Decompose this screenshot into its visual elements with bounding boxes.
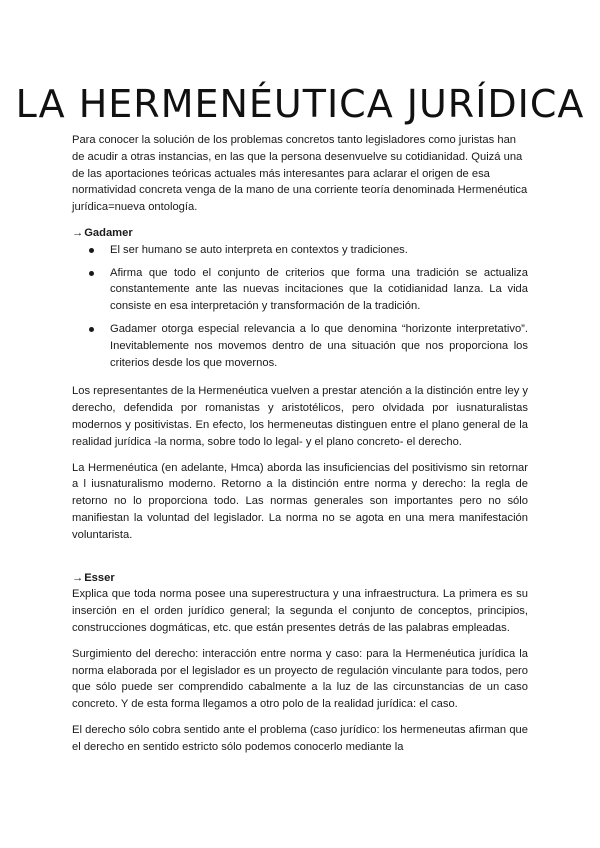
intro-paragraph: Para conocer la solución de los problemas concretos tanto legisladores como juristas han de acudir a otras instancias, en las que la persona desenvuelve su cotidianidad. Quizá una de las aportaciones teóricas actuales más interesantes para aclarar el origen de esa normatividad concreta venga de la mano de una corriente teoría denominada Hermenéutica jurídica=nueva ontología. bbox=[72, 134, 528, 214]
list-item bbox=[110, 321, 528, 371]
list-item bbox=[110, 265, 528, 315]
bullet-icon bbox=[89, 271, 94, 276]
right-arrow-icon: → bbox=[72, 226, 84, 239]
bullet-icon bbox=[89, 248, 94, 253]
bullet-icon bbox=[89, 327, 94, 332]
esser-heading bbox=[72, 570, 528, 587]
list-item bbox=[110, 242, 528, 259]
esser-paragraph-2: Surgimiento del derecho: interacción entre norma y caso: para la Hermenéutica jurídica la norma elaborada por el legislador es un proyecto de regulación vinculante para todos, pero que sólo puede ser comprendido cabalmente a la luz de las circunstancias de un caso concreto. Y de esta forma llegamos a otro polo de la realidad jurídica: el caso. bbox=[72, 647, 528, 711]
document-body bbox=[72, 132, 528, 765]
list-item-text: Gadamer otorga especial relevancia a lo que denomina “horizonte interpretativo”. Inevitablemente nos movemos dentro de una situación que nos proporciona los criterios desde los que movernos. bbox=[110, 322, 528, 369]
gadamer-heading bbox=[72, 225, 528, 242]
gadamer-heading-label: Gadamer bbox=[84, 226, 133, 239]
gadamer-bullet-list bbox=[72, 242, 528, 372]
hmca-paragraph: La Hermenéutica (en adelante, Hmca) aborda las insuficiencias del positivismo sin retornar a l iusnaturalismo moderno. Retorno a la distinción entre norma y derecho: la regla de retorno no lo proporciona todo. Las normas generales son importantes pero no sólo manifiestan la voluntad del legislador. La norma no se agota en una mera manifestación voluntarista. bbox=[72, 461, 528, 541]
esser-paragraph-3: El derecho sólo cobra sentido ante el problema (caso jurídico: los hermeneutas afirman que el derecho en sentido estricto sólo podemos conocerlo mediante la bbox=[72, 723, 528, 753]
representantes-paragraph: Los representantes de la Hermenéutica vuelven a prestar atención a la distinción entre ley y derecho, defendida por romanistas y aristotélicos, pero olvidada por iusnaturalistas modernos y positivistas. En efecto, los hermeneutas distinguen entre el plano general de la realidad jurídica -la norma, sobre todo lo legal- y el plano concreto- el derecho. bbox=[72, 385, 528, 448]
right-arrow-icon: → bbox=[72, 571, 84, 584]
esser-heading-label: Esser bbox=[84, 571, 115, 584]
list-item-text: Afirma que todo el conjunto de criterios que forma una tradición se actualiza constantemente ante las nuevas incitaciones que la cotidianidad lanza. La vida consiste en esa interpretación y transformación de la tradición. bbox=[110, 266, 528, 313]
page-title: LA HERMENÉUTICA JURÍDICA bbox=[15, 82, 585, 126]
list-item-text: El ser humano se auto interpreta en contextos y tradiciones. bbox=[110, 243, 408, 256]
esser-paragraph-1: Explica que toda norma posee una superestructura y una infraestructura. La primera es su inserción en el orden jurídico general; la segunda el conjunto de conceptos, principios, construcciones dogmáticas, etc. que están presentes detrás de las palabras empleadas. bbox=[72, 588, 528, 634]
